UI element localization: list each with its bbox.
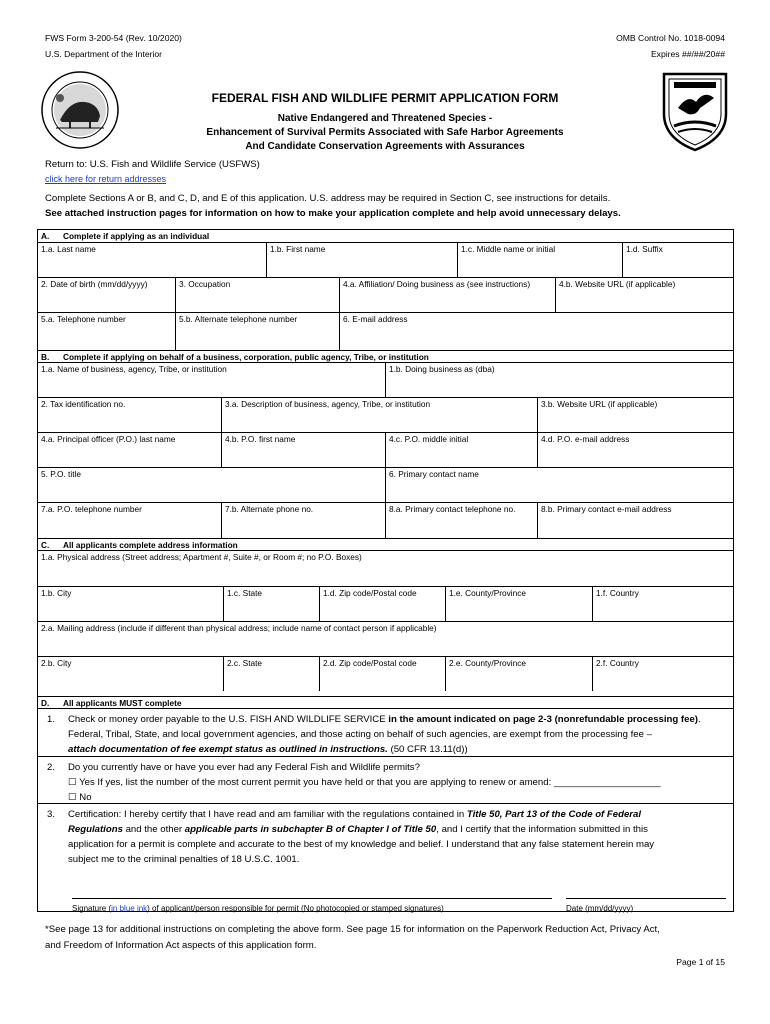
d-q1-text-c: . — [697, 714, 701, 725]
d-q3-body — [68, 807, 728, 867]
form-id: FWS Form 3-200-54 (Rev. 10/2020) — [45, 33, 182, 43]
section-c-header — [38, 538, 733, 550]
section-d-letter: D. — [41, 698, 50, 708]
d-q1-text-d: Federal, Tribal, State, and local government agencies, and those acting on behalf of such agencies, are exempt from the processing fee – — [68, 729, 652, 740]
d-q3-text-c: Regulations — [68, 824, 123, 835]
section-a-letter: A. — [41, 231, 50, 241]
b-po-middle-initial-field[interactable]: 4.c. P.O. middle initial — [385, 432, 537, 467]
b-tax-id-field[interactable]: 2. Tax identification no. — [38, 397, 221, 432]
section-b-letter: B. — [41, 352, 50, 362]
d-q2-number: 2. — [47, 762, 56, 773]
b-po-telephone-field[interactable]: 7.a. P.O. telephone number — [38, 502, 221, 538]
form-title: FEDERAL FISH AND WILDLIFE PERMIT APPLICATION FORM — [211, 91, 559, 105]
section-b-heading: Complete if applying on behalf of a business, corporation, public agency, Tribe, or institution — [63, 352, 429, 362]
instructions — [45, 191, 621, 221]
a-email-field[interactable]: 6. E-mail address — [339, 312, 733, 350]
a-dob-field[interactable]: 2. Date of birth (mm/dd/yyyy) — [38, 277, 175, 312]
c-mailing-state-field[interactable]: 2.c. State — [223, 656, 319, 691]
signature-line[interactable] — [72, 898, 552, 899]
b-po-last-name-field[interactable]: 4.a. Principal officer (P.O.) last name — [38, 432, 221, 467]
c-mailing-city-field[interactable]: 2.b. City — [38, 656, 223, 691]
d-q2-body — [68, 760, 728, 805]
department: U.S. Department of the Interior — [45, 49, 163, 59]
c-mailing-address-field[interactable]: 2.a. Mailing address (include if different than physical address; include name of contact person if applicable) — [38, 621, 733, 656]
footnote-line-2: and Freedom of Information Act aspects of this application form. — [45, 940, 317, 951]
d-question-1 — [38, 708, 733, 756]
d-q1-text-a: Check or money order payable to the U.S. FISH AND WILDLIFE SERVICE — [68, 714, 389, 725]
c-state-field[interactable]: 1.c. State — [223, 586, 319, 621]
c-mailing-country-field[interactable]: 2.f. Country — [592, 656, 733, 691]
return-to: Return to: U.S. Fish and Wildlife Service (USFWS) — [45, 159, 260, 170]
b-website-field[interactable]: 3.b. Website URL (if applicable) — [537, 397, 733, 432]
section-c-heading: All applicants complete address information — [63, 540, 238, 550]
date-line[interactable] — [566, 898, 726, 899]
signature-caption — [72, 901, 444, 916]
b-business-name-field[interactable]: 1.a. Name of business, agency, Tribe, or institution — [38, 362, 385, 397]
d-q3-text-g: application for a permit is complete and accurate to the best of my knowledge and belief. I understand that any false statement herein may — [68, 839, 655, 850]
a-website-field[interactable]: 4.b. Website URL (if applicable) — [555, 277, 733, 312]
b-po-first-name-field[interactable]: 4.b. P.O. first name — [221, 432, 385, 467]
d-q3-text-b: Title 50, Part 13 of the Code of Federal — [466, 809, 642, 820]
return-address-link[interactable]: click here for return addresses — [45, 174, 167, 184]
d-q3-text-f: , and I certify that the information submitted in this — [436, 824, 648, 835]
a-alt-telephone-field[interactable]: 5.b. Alternate telephone number — [175, 312, 339, 350]
application-form — [37, 229, 734, 912]
section-d-heading: All applicants MUST complete — [63, 698, 182, 708]
section-b-header — [38, 350, 733, 362]
a-first-name-field[interactable]: 1.b. First name — [266, 242, 457, 277]
c-country-field[interactable]: 1.f. Country — [592, 586, 733, 621]
section-a-heading: Complete if applying as an individual — [63, 231, 210, 241]
d-q3-text-d: and the other — [122, 824, 185, 835]
footnote-line-1: *See page 13 for additional instructions on completing the above form. See page 15 for information on the Paperwork Reduction Act, Privacy Act, — [45, 924, 660, 935]
subtitle-line-2: Enhancement of Survival Permits Associated with Safe Harbor Agreements — [206, 127, 564, 138]
subtitle-line-3: And Candidate Conservation Agreements with Assurances — [245, 141, 525, 152]
section-a-header — [38, 230, 733, 242]
instructions-line-1: Complete Sections A or B, and C, D, and E of this application. U.S. address may be required in Section C, see instructions for details. — [45, 193, 611, 204]
d-q2-yes-row[interactable] — [68, 775, 728, 790]
c-zip-field[interactable]: 1.d. Zip code/Postal code — [319, 586, 445, 621]
section-c-letter: C. — [41, 540, 50, 550]
form-subtitle — [0, 112, 770, 154]
omb-control: OMB Control No. 1018-0094 — [616, 33, 725, 43]
expires: Expires ##/##/20## — [650, 49, 725, 59]
a-affiliation-field[interactable]: 4.a. Affiliation/ Doing business as (see instructions) — [339, 277, 555, 312]
section-d-header — [38, 696, 733, 708]
d-question-3 — [38, 803, 733, 913]
sig-caption-blue-ink: in blue ink — [111, 904, 148, 913]
b-contact-telephone-field[interactable]: 8.a. Primary contact telephone no. — [385, 502, 537, 538]
return-block — [45, 158, 260, 187]
b-po-email-field[interactable]: 4.d. P.O. e-mail address — [537, 432, 733, 467]
b-description-field[interactable]: 3.a. Description of business, agency, Tribe, or institution — [221, 397, 537, 432]
d-q3-text-a: Certification: I hereby certify that I have read and am familiar with the regulations contained in — [68, 809, 467, 820]
subtitle-line-1: Native Endangered and Threatened Species - — [277, 113, 493, 124]
sig-caption-a: Signature ( — [72, 904, 112, 913]
d-q2-no-label: No — [79, 792, 92, 803]
date-caption: Date (mm/dd/yyyy) — [566, 904, 634, 913]
footnote — [45, 922, 735, 954]
no-checkbox-icon[interactable]: ☐ — [68, 792, 77, 803]
header-right — [616, 30, 725, 62]
b-alt-phone-field[interactable]: 7.b. Alternate phone no. — [221, 502, 385, 538]
a-last-name-field[interactable]: 1.a. Last name — [38, 242, 266, 277]
a-occupation-field[interactable]: 3. Occupation — [175, 277, 339, 312]
c-county-field[interactable]: 1.e. County/Province — [445, 586, 592, 621]
b-po-title-field[interactable]: 5. P.O. title — [38, 467, 385, 502]
d-q1-number: 1. — [47, 714, 56, 725]
a-telephone-field[interactable]: 5.a. Telephone number — [38, 312, 175, 350]
page-number: Page 1 of 15 — [676, 957, 725, 967]
b-dba-field[interactable]: 1.b. Doing business as (dba) — [385, 362, 733, 397]
c-physical-address-field[interactable]: 1.a. Physical address (Street address; Apartment #, Suite #, or Room #; no P.O. Boxes) — [38, 550, 733, 586]
b-primary-contact-field[interactable]: 6. Primary contact name — [385, 467, 733, 502]
d-q1-text-f: (50 CFR 13.11(d)) — [387, 744, 468, 755]
d-q1-text-b: in the amount indicated on page 2-3 (nonrefundable processing fee) — [388, 714, 698, 725]
sig-caption-c: ) of applicant/person responsible for permit (No photocopied or stamped signatures) — [147, 904, 444, 913]
d-question-2 — [38, 756, 733, 803]
d-q1-text-e: attach documentation of fee exempt status as outlined in instructions. — [68, 744, 388, 755]
c-mailing-county-field[interactable]: 2.e. County/Province — [445, 656, 592, 691]
c-mailing-zip-field[interactable]: 2.d. Zip code/Postal code — [319, 656, 445, 691]
d-q3-number: 3. — [47, 809, 56, 820]
header-left — [45, 30, 182, 62]
b-contact-email-field[interactable]: 8.b. Primary contact e-mail address — [537, 502, 733, 538]
yes-checkbox-icon[interactable]: ☐ — [68, 777, 77, 788]
d-q1-body — [68, 712, 728, 757]
d-q3-text-h: subject me to the criminal penalties of 18 U.S.C. 1001. — [68, 854, 300, 865]
d-q2-question: Do you currently have or have you ever had any Federal Fish and Wildlife permits? — [68, 762, 420, 773]
instructions-line-2: See attached instruction pages for information on how to make your application complete and help avoid unnecessary delays. — [45, 208, 621, 219]
c-city-field[interactable]: 1.b. City — [38, 586, 223, 621]
a-suffix-field[interactable]: 1.d. Suffix — [622, 242, 733, 277]
d-q2-yes-label: Yes If yes, list the number of the most current permit you have held or that you are applying to renew or amend: ____________________ — [79, 777, 661, 788]
a-middle-name-field[interactable]: 1.c. Middle name or initial — [457, 242, 622, 277]
d-q3-text-e: applicable parts in subchapter B of Chapter I of Title 50 — [184, 824, 437, 835]
